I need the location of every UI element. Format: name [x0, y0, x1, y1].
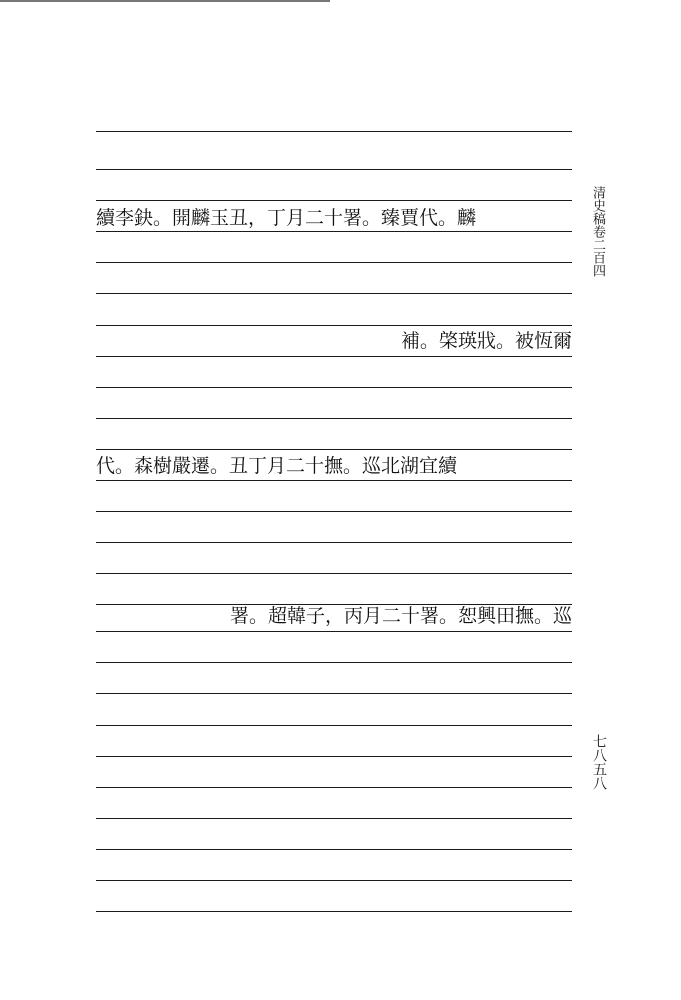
table-rule — [96, 756, 572, 757]
table-rule — [96, 293, 572, 294]
table-rule — [96, 631, 572, 632]
table-rule — [96, 693, 572, 694]
table-rule — [96, 418, 572, 419]
table-rule — [96, 542, 572, 543]
table-rule — [96, 573, 572, 574]
table-rule — [96, 511, 572, 512]
table-rule — [96, 356, 572, 357]
table-rule — [96, 480, 572, 481]
margin-title: 清史稿卷二百四 — [590, 186, 605, 277]
row-text: 補。棨瑛戕。被恆爾 — [400, 330, 572, 352]
table-rule — [96, 325, 572, 326]
table-rule — [96, 725, 572, 726]
row-text: 代。森樹嚴遷。丑丁月二十撫。巡北湖宜續 — [96, 455, 458, 477]
page-number: 七八五八 — [591, 734, 607, 790]
table-rule — [96, 131, 572, 132]
table-rule — [96, 818, 572, 819]
table-rule — [96, 449, 572, 450]
table-rule — [96, 662, 572, 663]
table-rule — [96, 911, 572, 912]
table-rule — [96, 231, 572, 232]
table-row-1 — [96, 207, 572, 229]
row-text: 署。超韓子，丙月二十署。恕興田撫。巡 — [229, 605, 572, 627]
table-rule — [96, 387, 572, 388]
table-rule — [96, 200, 572, 201]
table-rule — [96, 787, 572, 788]
scan-edge — [0, 0, 330, 2]
table-row-2 — [96, 330, 572, 352]
table-rule — [96, 262, 572, 263]
table-row-3 — [96, 455, 572, 477]
table-rule — [96, 849, 572, 850]
row-text: 續李鈌。開麟玉丑，丁月二十署。臻賈代。麟 — [96, 207, 477, 229]
table-row-4 — [96, 605, 572, 627]
table-rule — [96, 169, 572, 170]
table-rule — [96, 880, 572, 881]
